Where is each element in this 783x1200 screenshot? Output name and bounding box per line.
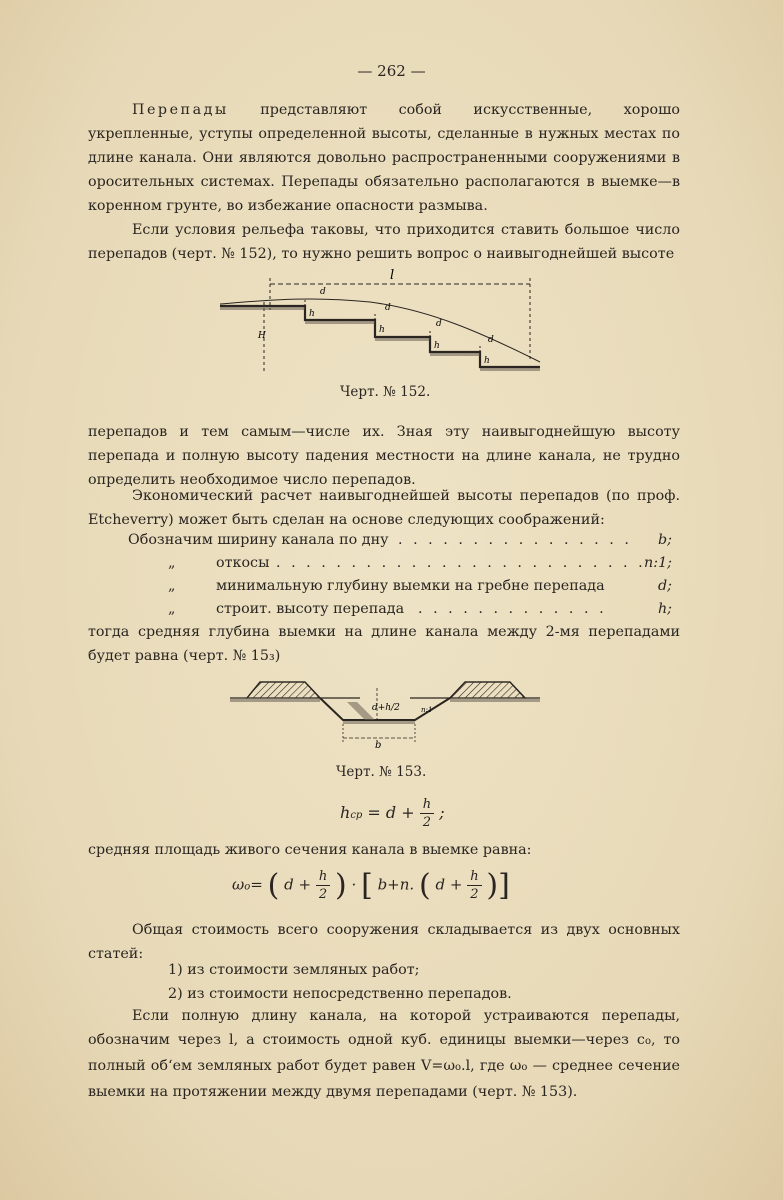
- fig152-label-h4: h: [484, 356, 490, 366]
- definition-row-4: „ строит. высоту перепада . . . . . . . . . . . . . h;: [88, 597, 680, 621]
- fig153-label-depth: d+h/2: [372, 703, 400, 713]
- formula-h-avg: [340, 796, 445, 831]
- fig152-label-d1: d: [320, 287, 326, 297]
- paragraph-5: тогда средняя глубина выемки на длине канала между 2-мя перепадами будет равна (черт. № 15₃): [88, 624, 680, 664]
- formula2-b: b+n.: [377, 875, 415, 894]
- definition-row-1: Обозначим ширину канала по дну . . . . . . . . . . . . . . . . b;: [88, 528, 680, 552]
- fig152-label-h1: h: [309, 309, 315, 319]
- list-item-1: 1) из стоимости земляных работ;: [168, 962, 420, 978]
- paragraph-8-part-d: — среднее сечение выемки на протяжении между двумя перепадами (черт. № 153).: [88, 1058, 680, 1100]
- paragraph-2-text: Если условия рельефа таковы, что приходится ставить большое число перепадов (черт. № 152), то нужно решить вопрос о наивыгоднейшей высоте: [88, 222, 680, 262]
- list-item-2: 2) из стоимости непосредственно перепадов.: [168, 986, 512, 1002]
- formula1-fraction: [420, 796, 434, 831]
- formula2-num-1: h: [316, 868, 330, 886]
- formula2-eq: =: [250, 875, 263, 894]
- formula2-dot: ·: [351, 875, 357, 894]
- definition-4-quote: „: [168, 601, 176, 617]
- definition-3-quote: „: [168, 578, 176, 594]
- formula2-d: d +: [284, 875, 312, 894]
- fig152-label-h2: h: [379, 325, 385, 335]
- formula1-lhs: h: [340, 803, 351, 822]
- page-number: — 262 —: [357, 62, 426, 80]
- definition-row-3: [88, 574, 680, 598]
- figure-152: [210, 262, 560, 380]
- formula2-lhs: ω: [232, 875, 245, 894]
- fig153-label-b: b: [375, 740, 382, 751]
- fig152-label-l: l: [390, 268, 395, 283]
- definition-2-value: n:1;: [644, 555, 672, 571]
- paragraph-1-text: представляют собой искусственные, хорошо укрепленные, уступы определенной высоты, сделанные в нужных местах по длине канала. Они являются довольно распространенными сооружениями в оросительных системах. Перепады обязательно располагаются в выемке—в коренном грунте, во избежание опасности размыва.: [88, 102, 680, 214]
- paragraph-8-part-b: , то полный об‘ем земляных работ будет равен V=ω: [88, 1032, 680, 1074]
- formula1-num: h: [420, 796, 434, 814]
- paragraph-8: [88, 1004, 680, 1104]
- formula1-den: 2: [422, 815, 432, 830]
- paragraph-6: средняя площадь живого сечения канала в выемке равна:: [88, 842, 532, 858]
- paragraph-8-part-c: .l, где ω: [461, 1058, 522, 1074]
- paragraph-8-part-a: Если полную длину канала, на которой устраиваются перепады, обозначим через l, а стоимость одной куб. единицы выемки—через c: [88, 1008, 680, 1048]
- fig153-label-n: n:1: [421, 706, 433, 714]
- definition-3-value: d;: [658, 578, 672, 594]
- formula2-den-1: 2: [318, 887, 328, 902]
- formula1-eq: = d +: [367, 803, 415, 822]
- formula1-tail: ;: [439, 803, 445, 822]
- paragraph-7-text: Общая стоимость всего сооружения складывается из двух основных статей:: [88, 922, 680, 962]
- definition-row-2: „ откосы . . . . . . . . . . . . . . . . . . . . . . . . . n:1;: [88, 551, 680, 575]
- formula2-den-2: 2: [470, 887, 479, 902]
- fig152-label-h3: h: [434, 341, 440, 351]
- fig152-label-d2: d: [385, 303, 391, 313]
- definition-1-text: Обозначим ширину канала по дну: [128, 532, 389, 548]
- definition-3-text: минимальную глубину выемки на гребне перепада: [216, 578, 605, 594]
- paragraph-8-sub-a: o: [644, 1036, 651, 1047]
- definition-2-text: откосы: [216, 555, 270, 571]
- formula2-fraction-1: [316, 868, 330, 903]
- figure-152-caption: Черт. № 152.: [340, 384, 431, 400]
- formula2-fraction-2: [467, 868, 481, 903]
- formula2-lhs-sub: o: [244, 881, 251, 893]
- fig152-label-d3: d: [436, 319, 442, 329]
- definition-1-value: b;: [658, 532, 672, 548]
- definition-2-quote: „: [168, 555, 176, 571]
- figure-153-caption: Черт. № 153.: [336, 764, 427, 780]
- paragraph-4: [88, 484, 680, 532]
- figure-153: [225, 676, 545, 756]
- definition-4-text: строит. высоту перепада: [216, 601, 405, 617]
- paragraph-8-sub-c: o: [521, 1062, 528, 1073]
- paragraph-1-lead: Перепады: [132, 102, 229, 118]
- formula2-num-2: h: [467, 868, 481, 886]
- formula1-lhs-sub: ср: [350, 810, 363, 821]
- formula2-d2: d +: [435, 875, 463, 894]
- paragraph-1: [88, 98, 680, 218]
- definition-4-value: h;: [657, 601, 672, 617]
- paragraph-8-sub-b: o: [455, 1062, 462, 1073]
- fig152-label-H: H: [258, 331, 266, 341]
- paragraph-2: [88, 218, 680, 266]
- formula-omega: ωo= ( d + $\frac{h}{2}$ ) · [ b+n. ( d + $\frac{h}{2}$ )]: [232, 868, 510, 903]
- paragraph-4-text: Экономический расчет наивыгоднейшей высоты перепадов (по проф. Etcheverry) может быть сделан на основе следующих соображений:: [88, 488, 680, 528]
- paragraph-3: перепадов и тем самым—числе их. Зная эту наивыгоднейшую высоту перепада и полную высоту падения местности на длине канала, не трудно определить необходимое число перепадов.: [88, 424, 680, 488]
- fig152-label-d4: d: [488, 335, 494, 345]
